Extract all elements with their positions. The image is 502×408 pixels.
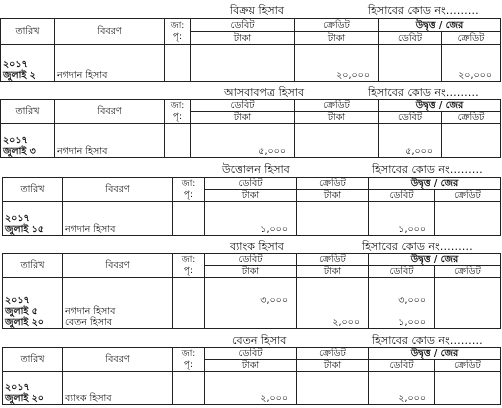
header-debit: ডেবিট [205, 348, 297, 360]
header-debit: ডেবিট [191, 19, 295, 32]
header-credit: ক্রেডিট [295, 19, 379, 32]
header-taka: টাকা [295, 32, 379, 45]
header-detail: বিবরণ [55, 100, 165, 124]
header-date: তারিখ [3, 254, 63, 278]
row-jp [173, 202, 205, 236]
ledger-table-drawings [2, 177, 501, 236]
header-jp: জা: পৃ: [165, 19, 191, 45]
account-title: ব্যাংক হিসাব [230, 240, 284, 253]
header-credit: ক্রেডিট [297, 254, 369, 266]
row-bal-debit: ২,০০০ [369, 372, 435, 405]
header-bal-debit: ডেবিট [379, 32, 442, 45]
header-detail: বিবরণ [63, 178, 173, 202]
header-bal-credit: ক্রেডিট [435, 360, 501, 372]
header-taka: টাকা [205, 266, 297, 278]
row-jp [173, 372, 205, 405]
header-balance: উদ্বৃত্ত / জের [369, 348, 501, 360]
row-date: ২০১৭ জুলাই ২০ [3, 372, 63, 405]
header-detail: বিবরণ [63, 348, 173, 372]
account-title: উত্তোলন হিসাব [222, 163, 290, 176]
row-credit [295, 124, 379, 158]
account-title: আসবাবপত্র হিসাব [224, 86, 305, 99]
header-taka: টাকা [205, 190, 297, 202]
row-detail: নগদান হিসাব [63, 202, 173, 236]
table-row [3, 202, 501, 236]
header-taka: টাকা [191, 32, 295, 45]
header-jp: জা: পৃ: [173, 178, 205, 202]
header-balance: উদ্বৃত্ত / জের [379, 100, 501, 112]
header-date: তারিখ [1, 19, 55, 45]
row-credit: ২০,০০০ [295, 45, 379, 82]
account-code: হিসাবের কোড নং……… [362, 240, 473, 253]
header-jp: জা: পৃ: [173, 348, 205, 372]
row-date: ২০১৭ জুলাই ২ [1, 45, 55, 82]
account-title: বেতন হিসাব [232, 334, 287, 347]
header-bal-credit: ক্রেডিট [442, 112, 501, 124]
row-bal-debit [379, 45, 442, 82]
row-debit [191, 45, 295, 82]
header-taka: টাকা [297, 190, 369, 202]
header-bal-credit: ক্রেডিট [442, 32, 501, 45]
header-date: তারিখ [3, 178, 63, 202]
header-bal-debit: ডেবিট [369, 190, 435, 202]
ledger-table-sales [0, 18, 501, 82]
row-date: ২০১৭ জুলাই ৩ [1, 124, 55, 158]
header-date: তারিখ [1, 100, 55, 124]
row-bal-credit: ২০,০০০ [442, 45, 501, 82]
row-bal-debit: ১,০০০ [369, 202, 435, 236]
row-credit: ২,০০০ [297, 278, 369, 329]
header-bal-debit: ডেবিট [379, 112, 442, 124]
header-credit: ক্রেডিট [297, 178, 369, 190]
header-taka: টাকা [191, 112, 295, 124]
ledger-table-salary [2, 347, 501, 405]
header-balance: উদ্বৃত্ত / জের [369, 254, 501, 266]
header-detail: বিবরণ [63, 254, 173, 278]
row-detail: নগদান হিসাব [55, 45, 165, 82]
row-date: ২০১৭ জুলাই ৫ জুলাই ২০ [3, 278, 63, 329]
ledger-table-furniture [0, 99, 501, 158]
header-taka: টাকা [205, 360, 297, 372]
row-jp [165, 45, 191, 82]
header-jp: জা: পৃ: [165, 100, 191, 124]
table-row [3, 278, 501, 329]
account-code: হিসাবের কোড নং……… [368, 86, 479, 99]
row-detail: ব্যাংক হিসাব [63, 372, 173, 405]
row-debit: ৩,০০০ [205, 278, 297, 329]
header-detail: বিবরণ [55, 19, 165, 45]
row-credit [297, 372, 369, 405]
header-credit: ক্রেডিট [297, 348, 369, 360]
account-title: বিক্রয় হিসাব [230, 4, 284, 17]
row-debit: ২,০০০ [205, 372, 297, 405]
header-debit: ডেবিট [205, 178, 297, 190]
header-date: তারিখ [3, 348, 63, 372]
header-bal-debit: ডেবিট [369, 266, 435, 278]
header-bal-credit: ক্রেডিট [435, 266, 501, 278]
row-bal-credit [442, 124, 501, 158]
ledger-table-bank [2, 253, 501, 329]
row-bal-credit [435, 202, 501, 236]
row-debit: ১,০০০ [205, 202, 297, 236]
row-debit: ৫,০০০ [191, 124, 295, 158]
row-date: ২০১৭ জুলাই ১৫ [3, 202, 63, 236]
header-taka: টাকা [295, 112, 379, 124]
row-bal-credit [435, 278, 501, 329]
row-jp [173, 278, 205, 329]
header-taka: টাকা [297, 360, 369, 372]
table-row [3, 372, 501, 405]
row-jp [165, 124, 191, 158]
header-balance: উদ্বৃত্ত / জের [379, 19, 501, 32]
header-balance: উদ্বৃত্ত / জের [369, 178, 501, 190]
account-code: হিসাবের কোড নং……… [372, 334, 483, 347]
row-bal-debit: ৫,০০০ [379, 124, 442, 158]
account-code: হিসাবের কোড নং……… [372, 163, 483, 176]
row-bal-credit [435, 372, 501, 405]
row-detail: নগদান হিসাব [55, 124, 165, 158]
row-credit [297, 202, 369, 236]
header-bal-debit: ডেবিট [369, 360, 435, 372]
header-credit: ক্রেডিট [295, 100, 379, 112]
table-row [1, 124, 501, 158]
table-row [1, 45, 501, 82]
row-bal-debit: ৩,০০০ ১,০০০ [369, 278, 435, 329]
account-code: হিসাবের কোড নং……… [368, 4, 479, 17]
header-bal-credit: ক্রেডিট [435, 190, 501, 202]
header-jp: জা: পৃ: [173, 254, 205, 278]
header-debit: ডেবিট [205, 254, 297, 266]
header-debit: ডেবিট [191, 100, 295, 112]
row-detail: নগদান হিসাব বেতন হিসাব [63, 278, 173, 329]
header-taka: টাকা [297, 266, 369, 278]
